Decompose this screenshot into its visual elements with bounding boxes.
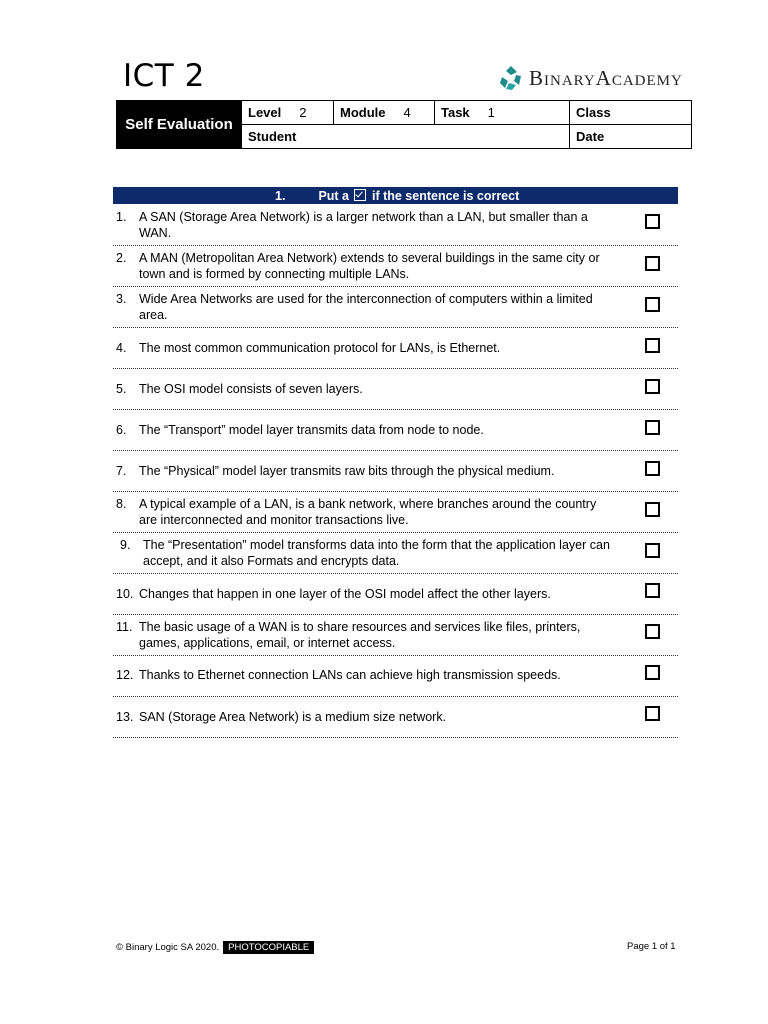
task-label: Task: [441, 105, 470, 120]
item-text: A typical example of a LAN, is a bank network, where branches around the country are interconnected and monitor transactions live.: [139, 497, 597, 527]
instruction-start: Put a: [318, 188, 349, 203]
module-cell: [334, 101, 435, 125]
list-item: [113, 574, 678, 615]
page-number: Page 1 of 1: [627, 941, 676, 952]
item-number: 12.: [116, 668, 134, 682]
list-item: [113, 287, 678, 328]
item-text: The “Physical” model layer transmits raw bits through the physical medium.: [139, 464, 555, 478]
copyright-text: © Binary Logic SA 2020.: [116, 942, 220, 953]
item-text: A SAN (Storage Area Network) is a larger network than a LAN, but smaller than a WAN.: [139, 210, 588, 240]
item-number: 11.: [116, 620, 133, 634]
section-heading: [113, 187, 678, 204]
item-number: 4.: [116, 341, 127, 355]
item-number: 1.: [116, 210, 127, 224]
class-cell[interactable]: [570, 101, 692, 125]
answer-checkbox[interactable]: [645, 214, 660, 229]
list-item: [113, 656, 678, 697]
item-number: 13.: [116, 710, 134, 724]
level-cell: [242, 101, 334, 125]
student-cell[interactable]: [242, 125, 570, 149]
instruction-end: if the sentence is correct: [371, 188, 520, 203]
answer-checkbox[interactable]: [645, 420, 660, 435]
answer-checkbox[interactable]: [645, 665, 660, 680]
answer-checkbox[interactable]: [645, 297, 660, 312]
answer-checkbox[interactable]: [645, 338, 660, 353]
item-text: A MAN (Metropolitan Area Network) extends to several buildings in the same city or town and is formed by connecting multiple LANs.: [139, 251, 600, 281]
self-evaluation-label: Self Evaluation: [117, 101, 242, 149]
brand-name: BinaryAcademy: [529, 65, 683, 90]
list-item: [113, 205, 678, 246]
level-label: Level: [248, 105, 282, 120]
item-number: 2.: [116, 251, 127, 265]
answer-checkbox[interactable]: [645, 256, 660, 271]
item-number: 9.: [120, 538, 131, 552]
module-value: 4: [403, 105, 411, 120]
answer-checkbox[interactable]: [645, 583, 660, 598]
item-number: 7.: [116, 464, 127, 478]
task-value: 1: [487, 105, 495, 120]
binary-academy-logo-icon: [497, 64, 525, 92]
module-label: Module: [340, 105, 386, 120]
list-item: [113, 451, 678, 492]
item-number: 8.: [116, 497, 127, 511]
item-text: The OSI model consists of seven layers.: [139, 382, 363, 396]
student-label: Student: [248, 129, 297, 144]
answer-checkbox[interactable]: [645, 543, 660, 558]
answer-checkbox[interactable]: [645, 502, 660, 517]
checked-box-icon: [354, 189, 366, 201]
list-item: [113, 369, 678, 410]
item-number: 5.: [116, 382, 127, 396]
answer-checkbox[interactable]: [645, 624, 660, 639]
item-text: The “Presentation” model transforms data into the form that the application layer can accept, and it also Formats and encrypts data.: [143, 538, 610, 568]
answer-checkbox[interactable]: [645, 379, 660, 394]
document-title: ICT 2: [123, 58, 205, 94]
answer-checkbox[interactable]: [645, 461, 660, 476]
task-cell: [435, 101, 570, 125]
item-text: Changes that happen in one layer of the OSI model affect the other layers.: [139, 587, 551, 601]
brand-logo: [497, 64, 683, 92]
class-label: Class: [576, 105, 611, 120]
list-item: [113, 246, 678, 287]
item-number: 3.: [116, 292, 127, 306]
list-item: [113, 492, 678, 533]
list-item: [113, 697, 678, 738]
list-item: [113, 533, 678, 574]
section-number: 1.: [275, 188, 286, 203]
item-text: SAN (Storage Area Network) is a medium size network.: [139, 710, 447, 724]
level-value: 2: [299, 105, 307, 120]
item-text: The basic usage of a WAN is to share resources and services like files, printers, games, applications, email, or internet access.: [139, 620, 581, 650]
list-item: [113, 410, 678, 451]
date-label: Date: [576, 129, 605, 144]
section-instruction: [318, 189, 519, 203]
item-text: Thanks to Ethernet connection LANs can achieve high transmission speeds.: [139, 668, 561, 682]
photocopiable-badge: PHOTOCOPIABLE: [223, 941, 314, 954]
footer-copyright: [116, 941, 314, 954]
item-text: The “Transport” model layer transmits data from node to node.: [139, 423, 484, 437]
item-text: The most common communication protocol for LANs, is Ethernet.: [139, 341, 501, 355]
item-number: 6.: [116, 423, 127, 437]
date-cell[interactable]: [570, 125, 692, 149]
header-info-table: [116, 100, 692, 149]
list-item: [113, 615, 678, 656]
item-number: 10.: [116, 587, 134, 601]
list-item: [113, 328, 678, 369]
statement-list: [113, 205, 678, 738]
answer-checkbox[interactable]: [645, 706, 660, 721]
item-text: Wide Area Networks are used for the interconnection of computers within a limited area.: [139, 292, 593, 322]
